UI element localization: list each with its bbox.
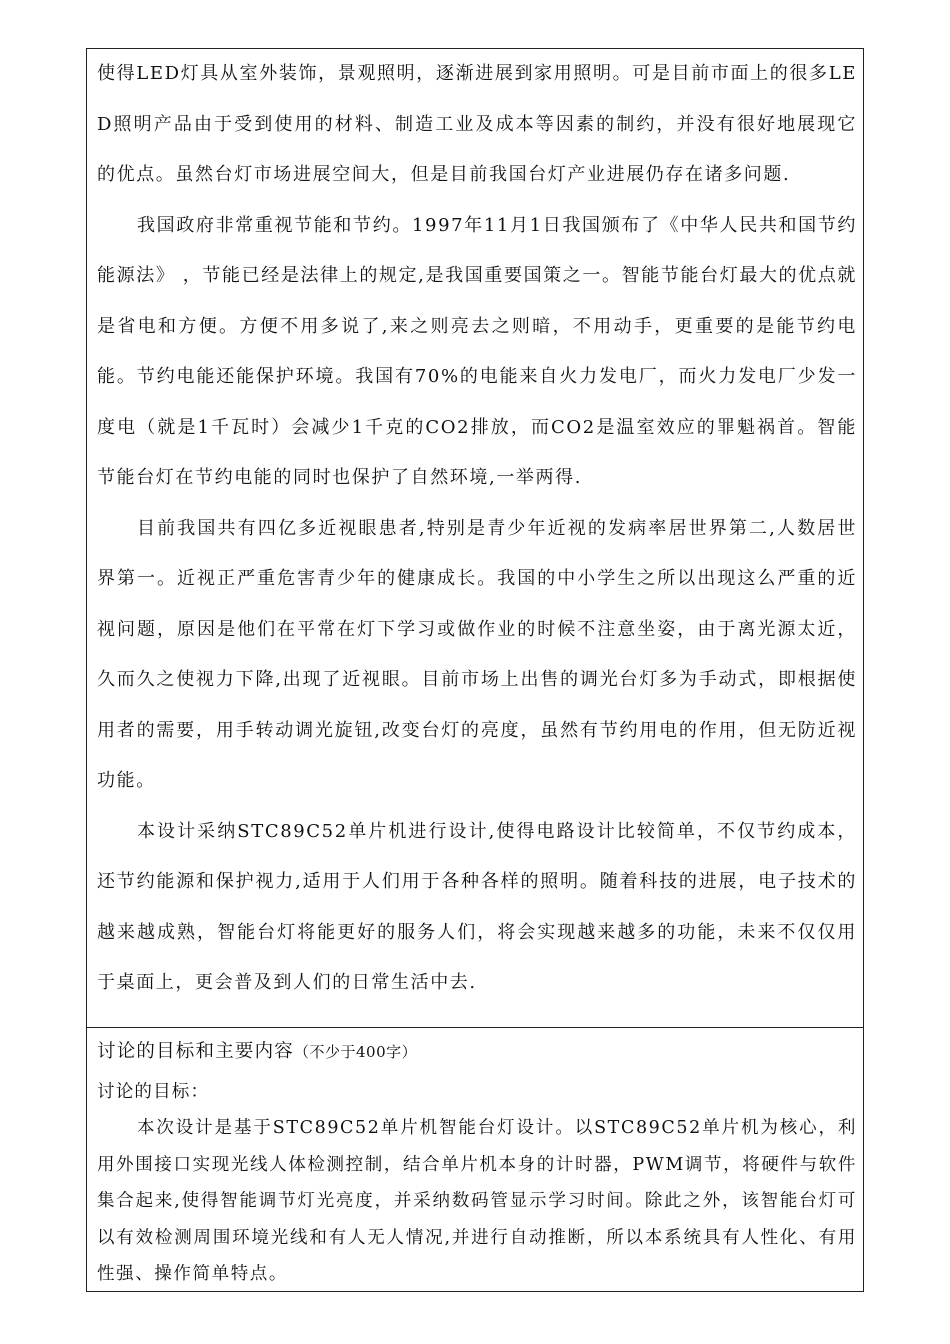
paragraph-energy-law: 我国政府非常重视节能和节约。1997年11月1日我国颁布了《中华人民共和国节约能源法》 ，节能已经是法律上的规定,是我国重要国策之一。智能节能台灯最大的优点就是省电和方便。方便不用多说了,来之则亮去之则暗，不用动手，更重要的是能节约电能。节约电能还能保护环境。我国有70%的电能来自火力发电厂，而火力发电厂少发一度电（就是1千瓦时）会减少1千克的CO2排放，而CO2是温室效应的罪魁祸首。智能节能台灯在节约电能的同时也保护了自然环境,一举两得. [97,214,857,488]
paragraph-led-intro: 使得LED灯具从室外装饰，景观照明，逐渐进展到家用照明。可是目前市面上的很多LED照明产品由于受到使用的材料、制造工业及成本等因素的制约，并没有很好地展现它的优点。虽然台灯市场进展空间大，但是目前我国台灯产业进展仍存在诸多问题. [97,63,857,185]
section-title [97,1028,857,1070]
paragraph-design: 本设计采纳STC89C52单片机进行设计,使得电路设计比较简单，不仅节约成本，还节约能源和保护视力,适用于人们用于各种各样的照明。随着科技的进展，电子技术的越来越成熟，智能台灯将能更好的服务人们，将会实现越来越多的功能，未来不仅仅用于桌面上，更会普及到人们的日常生活中去. [97,820,857,993]
goals-body: 本次设计是基于STC89C52单片机智能台灯设计。以STC89C52单片机为核心，利用外围接口实现光线人体检测控制，结合单片机本身的计时器，PWM调节，将硬件与软件集合起来,使得智能调节灯光亮度，并采纳数码管显示学习时间。除此之外，该智能台灯可以有效检测周围环境光线和有人无人情况,并进行自动推断，所以本系统具有人性化、有用性强、操作简单特点。 [97,1118,857,1284]
paragraph-myopia: 目前我国共有四亿多近视眼患者,特别是青少年近视的发病率居世界第二,人数居世界第一。近视正严重危害青少年的健康成长。我国的中小学生之所以出现这么严重的近视问题，原因是他们在平常在灯下学习或做作业的时候不注意坐姿，由于离光源太近，久而久之使视力下降,出现了近视眼。目前市场上出售的调光台灯多为手动式，即根据使用者的需要，用手转动调光旋钮,改变台灯的亮度，虽然有节约用电的作用，但无防近视功能。 [97,517,857,791]
background-section [87,49,863,1027]
goals-subheading: 讨论的目标： [97,1082,210,1102]
document-table [86,48,864,1292]
goals-section [87,1028,863,1293]
section-title-note: （不少于400字） [294,1043,418,1061]
section-title-text: 讨论的目标和主要内容 [97,1041,295,1062]
